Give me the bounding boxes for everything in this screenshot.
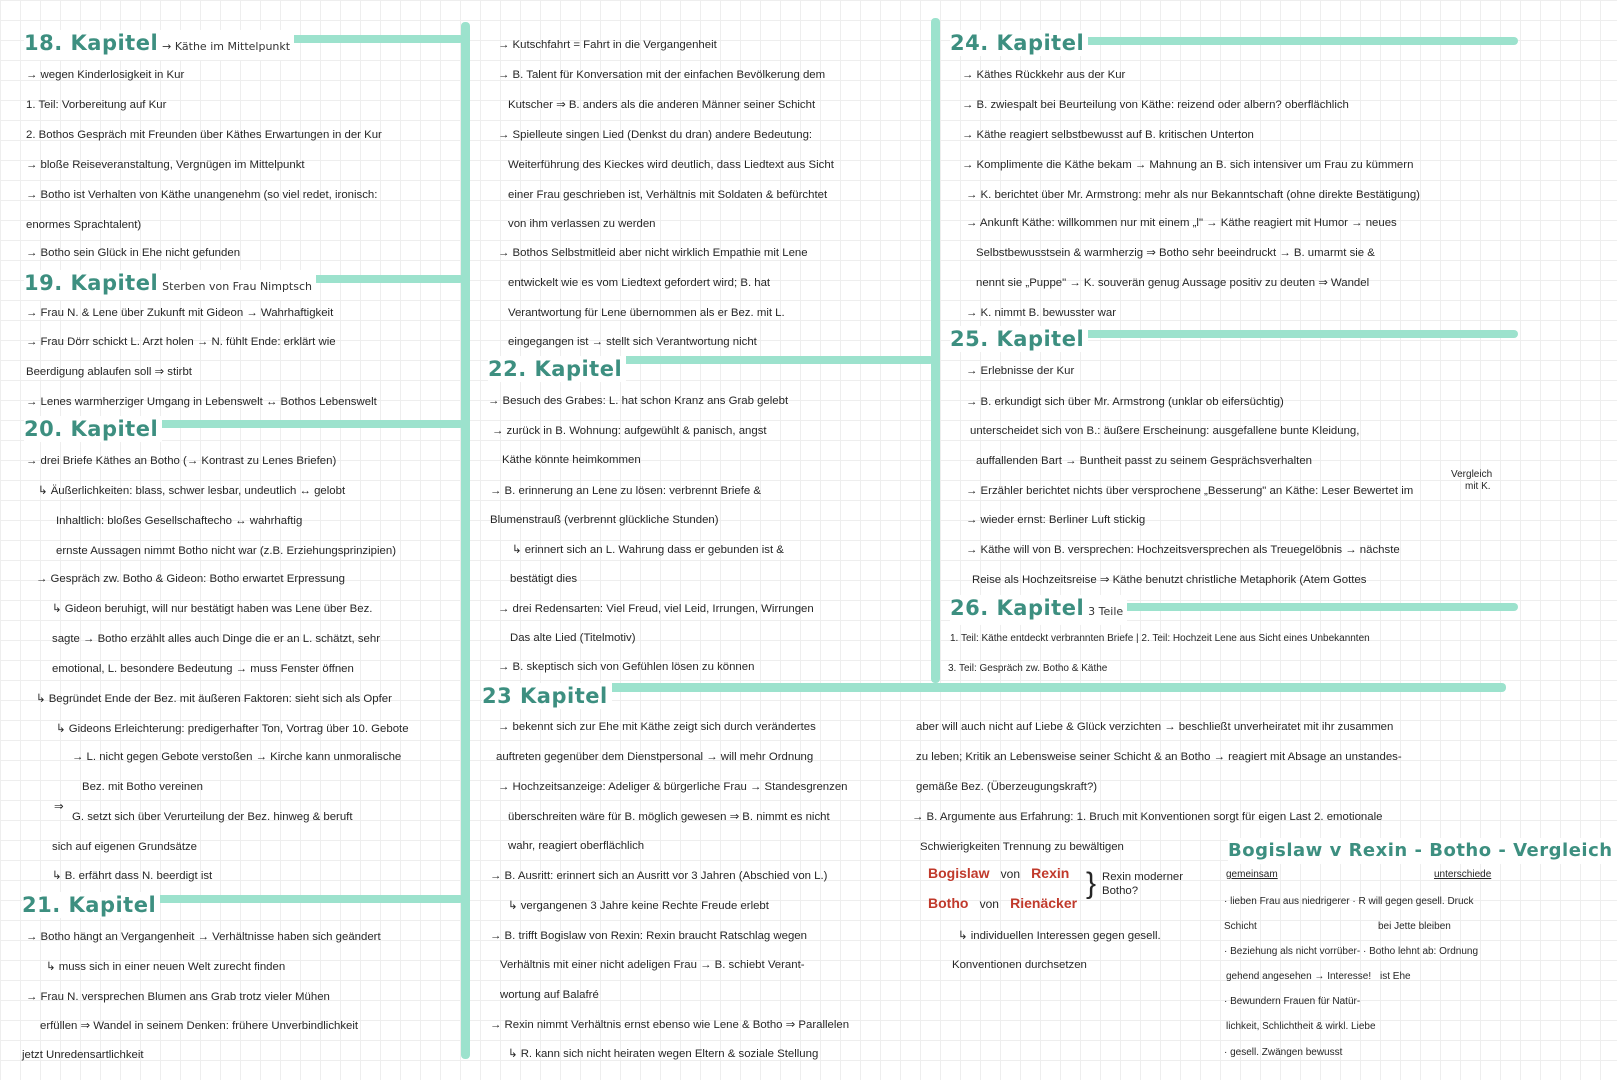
chapter-24-title: 24. Kapitel xyxy=(950,30,1088,56)
chapter-23-cont-line: Schwierigkeiten Trennung zu bewältigen xyxy=(920,841,1124,853)
chapter-20-line: ↳ Gideon beruhigt, will nur bestätigt haben was Lene über Bez. xyxy=(52,603,373,615)
name-bogislaw-von-rexin: Bogislaw von Rexin xyxy=(928,865,1070,881)
underline-bar-k22 xyxy=(612,356,934,364)
underline-bar-k20 xyxy=(120,420,464,428)
chapter-23-line: auftreten gegenüber dem Dienstpersonal → will mehr Ordnung xyxy=(496,751,814,763)
chapter-23-line: → B. trifft Bogislaw von Rexin: Rexin braucht Ratschlag wegen xyxy=(490,930,807,942)
chapter-23-line: überschreiten wäre für B. möglich gewesen ⇒ B. nimmt es nicht xyxy=(508,811,830,823)
chapter-23-cont-line: Konventionen durchsetzen xyxy=(952,959,1087,971)
chapter-22-line: → Besuch des Grabes: L. hat schon Kranz ans Grab gelebt xyxy=(488,395,789,407)
chapter-20-line: → Gespräch zw. Botho & Gideon: Botho erwartet Erpressung xyxy=(36,573,345,585)
chapter-18-line: enormes Sprachtalent) xyxy=(26,219,142,231)
chapter-24-line: nennt sie „Puppe" → K. souverän genug Aussage positiv zu deuten ⇒ Wandel xyxy=(976,277,1370,289)
chapter-22-line: → B. erinnerung an Lene zu lösen: verbrennt Briefe & xyxy=(490,485,762,497)
comparison-title: Bogislaw v Rexin - Botho - Vergleich xyxy=(1228,838,1617,864)
chapter-23-cont-line: zu leben; Kritik an Lebensweise seiner Schicht & an Botho → reagiert mit Absage an unstandes- xyxy=(916,751,1402,763)
chapter-21-cont-line: Weiterführung des Kieckes wird deutlich, dass Liedtext aus Sicht xyxy=(508,159,834,171)
chapter-18-line: → wegen Kinderlosigkeit in Kur xyxy=(26,69,185,81)
chapter-23-cont-line: ↳ individuellen Interessen gegen gesell. xyxy=(958,930,1161,942)
underline-bar-k25 xyxy=(1063,330,1518,338)
brace-symbol: } xyxy=(1086,867,1097,900)
chapter-20-title: 20. Kapitel xyxy=(24,416,162,442)
chapter-26-title: 26. Kapitel 3 Teile xyxy=(950,595,1127,625)
chapter-18-line: → Botho ist Verhalten von Käthe unangenehm (so viel redet, ironisch: xyxy=(26,189,378,201)
comparison-line: lichkeit, Schlichtheit & wirkl. Liebe xyxy=(1226,1021,1376,1032)
chapter-26-line: 3. Teil: Gespräch zw. Botho & Käthe xyxy=(948,663,1108,674)
chapter-18-title: 18. Kapitel → Käthe im Mittelpunkt xyxy=(24,30,294,60)
chapter-25-line: Reise als Hochzeitsreise ⇒ Käthe benutzt christliche Metaphorik (Atem Gottes xyxy=(972,574,1367,586)
comparison-head-differences: unterschiede xyxy=(1434,869,1492,880)
chapter-24-line: → B. zwiespalt bei Beurteilung von Käthe: reizend oder albern? oberflächlich xyxy=(962,99,1349,111)
chapter-18-line: 2. Bothos Gespräch mit Freunden über Käthes Erwartungen in der Kur xyxy=(26,129,382,141)
comparison-line: · Bewundern Frauen für Natür- xyxy=(1224,996,1361,1007)
chapter-23-cont-line: aber will auch nicht auf Liebe & Glück verzichten → beschließt unverheiratet mit ihr zusammen xyxy=(916,721,1394,733)
chapter-20-line: ↳ Äußerlichkeiten: blass, schwer lesbar, undeutlich ↔ gelobt xyxy=(38,485,346,497)
chapter-21-line: → Frau N. versprechen Blumen ans Grab trotz vieler Mühen xyxy=(26,991,330,1003)
chapter-20-line: ↳ Begründet Ende der Bez. mit äußeren Faktoren: sieht sich als Opfer xyxy=(36,693,392,705)
chapter-18-line: → bloße Reiseveranstaltung, Vergnügen im Mittelpunkt xyxy=(26,159,305,171)
comparison-line: bei Jette bleiben xyxy=(1378,921,1451,932)
chapter-24-line: → K. berichtet über Mr. Armstrong: mehr als nur Bekanntschaft (ohne direkte Bestätigung) xyxy=(966,189,1420,201)
divider-bar-col2-col3 xyxy=(931,18,940,683)
chapter-21-cont-line: entwickelt wie es vom Liedtext gefordert wird; B. hat xyxy=(508,277,771,289)
chapter-18-line: 1. Teil: Vorbereitung auf Kur xyxy=(26,99,167,111)
chapter-21-line: ↳ muss sich in einer neuen Welt zurecht finden xyxy=(46,961,286,973)
comparison-line: · Beziehung als nicht vorrüber- · Botho lehnt ab: Ordnung xyxy=(1224,946,1479,957)
chapter-22-line: Blumenstrauß (verbrennt glückliche Stunden) xyxy=(490,514,719,526)
brace-note: Rexin moderner xyxy=(1102,871,1184,883)
chapter-20-line: → drei Briefe Käthes an Botho (→ Kontrast zu Lenes Briefen) xyxy=(26,455,337,467)
chapter-22-line: → drei Redensarten: Viel Freud, viel Leid, Irrungen, Wirrungen xyxy=(498,603,814,615)
chapter-21-line: erfüllen ⇒ Wandel in seinem Denken: frühere Unverbindlichkeit xyxy=(40,1020,359,1032)
chapter-22-line: bestätigt dies xyxy=(510,573,578,585)
chapter-25-line: → B. erkundigt sich über Mr. Armstrong (unklar ob eifersüchtig) xyxy=(966,396,1284,408)
chapter-20-line: ernste Aussagen nimmt Botho nicht war (z.B. Erziehungsprinzipien) xyxy=(56,545,396,557)
chapter-25-line: unterscheidet sich von B.: äußere Erscheinung: ausgefallene bunte Kleidung, xyxy=(970,425,1360,437)
brace-note: Botho? xyxy=(1102,885,1139,897)
chapter-18-line: → Botho sein Glück in Ehe nicht gefunden xyxy=(26,247,241,259)
chapter-21-cont-line: → B. Talent für Konversation mit der einfachen Bevölkerung dem xyxy=(498,69,826,81)
chapter-21-cont-line: eingegangen ist → stellt sich Verantwortung nicht xyxy=(508,336,757,348)
chapter-21-cont-line: einer Frau geschrieben ist, Verhältnis mit Soldaten & befürchtet xyxy=(508,189,828,201)
chapter-23-title: 23 Kapitel xyxy=(482,683,612,709)
chapter-24-line: → Käthes Rückkehr aus der Kur xyxy=(962,69,1126,81)
chapter-22-line: → zurück in B. Wohnung: aufgewühlt & panisch, angst xyxy=(492,425,767,437)
chapter-24-line: → Ankunft Käthe: willkommen nur mit einem „l" → Käthe reagiert mit Humor → neues xyxy=(966,217,1397,229)
chapter-21-line: → Botho hängt an Vergangenheit → Verhältnisse haben sich geändert xyxy=(26,931,381,943)
chapter-21-cont-line: Kutscher ⇒ B. anders als die anderen Männer seiner Schicht xyxy=(508,99,816,111)
underline-bar-k26 xyxy=(1063,603,1518,611)
chapter-21-line: jetzt Unredensartlichkeit xyxy=(22,1049,144,1061)
chapter-25-note: mit K. xyxy=(1465,481,1491,492)
chapter-21-cont-line: → Kutschfahrt = Fahrt in die Vergangenheit xyxy=(498,39,717,51)
chapter-24-line: → K. nimmt B. bewusster war xyxy=(966,307,1117,319)
comparison-line: · lieben Frau aus niedrigerer · R will gegen gesell. Druck xyxy=(1224,896,1474,907)
chapter-22-title: 22. Kapitel xyxy=(488,356,626,382)
chapter-25-line: → Erzähler berichtet nichts über versprochene „Besserung" an Käthe: Leser Bewertet im xyxy=(966,485,1414,497)
chapter-23-line: ↳ vergangenen 3 Jahre keine Rechte Freude erlebt xyxy=(508,900,769,912)
chapter-23-cont-line: → B. Argumente aus Erfahrung: 1. Bruch mit Konventionen sorgt für eigen Last 2. emotionale xyxy=(912,811,1383,823)
comparison-line: gehend angesehen → Interesse! xyxy=(1226,971,1372,982)
chapter-21-cont-line: → Spielleute singen Lied (Denkst du dran) andere Bedeutung: xyxy=(498,129,813,141)
chapter-23-line: → B. Ausritt: erinnert sich an Ausritt vor 3 Jahren (Abschied von L.) xyxy=(490,870,828,882)
chapter-20-line: ↳ B. erfährt dass N. beerdigt ist xyxy=(52,870,213,882)
chapter-20-line: Bez. mit Botho vereinen xyxy=(82,781,203,793)
chapter-20-line: sich auf eigenen Grundsätze xyxy=(52,841,198,853)
chapter-21-cont-line: → Bothos Selbstmitleid aber nicht wirklich Empathie mit Lene xyxy=(498,247,808,259)
chapter-23-line: ↳ R. kann sich nicht heiraten wegen Eltern & soziale Stellung xyxy=(508,1048,819,1060)
chapter-20-line: ⇒ xyxy=(54,801,64,813)
chapter-25-line: → Käthe will von B. versprechen: Hochzeitsversprechen als Treuegelöbnis → nächste xyxy=(966,544,1400,556)
chapter-20-line: → L. nicht gegen Gebote verstoßen → Kirche kann unmoralische xyxy=(72,751,402,763)
chapter-20-line: G. setzt sich über Verurteilung der Bez. hinweg & beruft xyxy=(72,811,353,823)
chapter-21-title: 21. Kapitel xyxy=(22,892,160,918)
divider-bar-middle xyxy=(560,683,1506,692)
chapter-23-line: wahr, reagiert oberflächlich xyxy=(508,840,645,852)
chapter-22-line: → B. skeptisch sich von Gefühlen lösen zu können xyxy=(498,661,755,673)
chapter-23-cont-line: gemäße Bez. (Überzeugungskraft?) xyxy=(916,781,1098,793)
chapter-21-cont-line: Verantwortung für Lene übernommen als er Bez. mit L. xyxy=(508,307,785,319)
underline-bar-k24 xyxy=(1062,37,1518,45)
chapter-23-line: → bekennt sich zur Ehe mit Käthe zeigt sich durch verändertes xyxy=(498,721,816,733)
divider-bar-col1-col2 xyxy=(461,22,470,1059)
chapter-26-line: 1. Teil: Käthe entdeckt verbrannten Briefe | 2. Teil: Hochzeit Lene aus Sicht eines Unbekannten xyxy=(950,633,1370,644)
chapter-19-line: → Frau Dörr schickt L. Arzt holen → N. fühlt Ende: erklärt wie xyxy=(26,336,336,348)
chapter-20-line: sagte → Botho erzählt alles auch Dinge die er an L. schätzt, sehr xyxy=(52,633,380,645)
chapter-22-line: Käthe könnte heimkommen xyxy=(502,454,641,466)
chapter-19-line: → Lenes warmherziger Umgang in Lebenswelt ↔ Bothos Lebenswelt xyxy=(26,396,377,408)
chapter-22-line: ↳ erinnert sich an L. Wahrung dass er gebunden ist & xyxy=(512,544,784,556)
chapter-25-line: → wieder ernst: Berliner Luft stickig xyxy=(966,514,1146,526)
chapter-18-subtitle: → Käthe im Mittelpunkt xyxy=(162,40,291,53)
chapter-25-title: 25. Kapitel xyxy=(950,326,1088,352)
chapter-23-line: → Hochzeitsanzeige: Adeliger & bürgerliche Frau → Standesgrenzen xyxy=(498,781,848,793)
chapter-23-line: → Rexin nimmt Verhältnis ernst ebenso wie Lene & Botho ⇒ Parallelen xyxy=(490,1019,850,1031)
comparison-line: Schicht xyxy=(1224,921,1257,932)
chapter-19-line: → Frau N. & Lene über Zukunft mit Gideon → Wahrhaftigkeit xyxy=(26,307,334,319)
comparison-line: · gesell. Zwängen bewusst xyxy=(1224,1047,1343,1058)
chapter-20-line: emotional, L. besondere Bedeutung → muss Fenster öffnen xyxy=(52,663,354,675)
chapter-24-line: → Komplimente die Käthe bekam → Mahnung an B. sich intensiver um Frau zu kümmern xyxy=(962,159,1414,171)
chapter-25-note: Vergleich xyxy=(1451,469,1493,480)
name-botho-von-rienaecker: Botho von Rienäcker xyxy=(928,895,1078,911)
comparison-line: ist Ehe xyxy=(1380,971,1411,982)
chapter-24-line: → Käthe reagiert selbstbewusst auf B. kritischen Unterton xyxy=(962,129,1254,141)
chapter-24-line: Selbstbewusstsein & warmherzig ⇒ Botho sehr beeindruckt → B. umarmt sie & xyxy=(976,247,1375,259)
chapter-19-line: Beerdigung ablaufen soll ⇒ stirbt xyxy=(26,366,192,378)
chapter-23-line: Verhältnis mit einer nicht adeligen Frau → B. schiebt Verant- xyxy=(500,959,805,971)
chapter-21-cont-line: von ihm verlassen zu werden xyxy=(508,218,656,230)
chapter-20-line: ↳ Gideons Erleichterung: predigerhafter Ton, Vortrag über 10. Gebote xyxy=(56,723,409,735)
chapter-25-line: auffallenden Bart → Buntheit passt zu seinem Gesprächsverhalten xyxy=(976,455,1313,467)
chapter-19-title: 19. Kapitel Sterben von Frau Nimptsch xyxy=(24,270,316,300)
chapter-22-line: Das alte Lied (Titelmotiv) xyxy=(510,632,636,644)
comparison-head-common: gemeinsam xyxy=(1226,869,1278,880)
chapter-25-line: → Erlebnisse der Kur xyxy=(966,365,1075,377)
chapter-20-line: Inhaltlich: bloßes Gesellschaftecho ↔ wahrhaftig xyxy=(56,515,303,527)
chapter-26-subtitle: 3 Teile xyxy=(1088,605,1124,618)
chapter-19-subtitle: Sterben von Frau Nimptsch xyxy=(162,280,312,293)
underline-bar-k21 xyxy=(130,895,464,903)
chapter-23-line: wortung auf Balafré xyxy=(500,989,599,1001)
